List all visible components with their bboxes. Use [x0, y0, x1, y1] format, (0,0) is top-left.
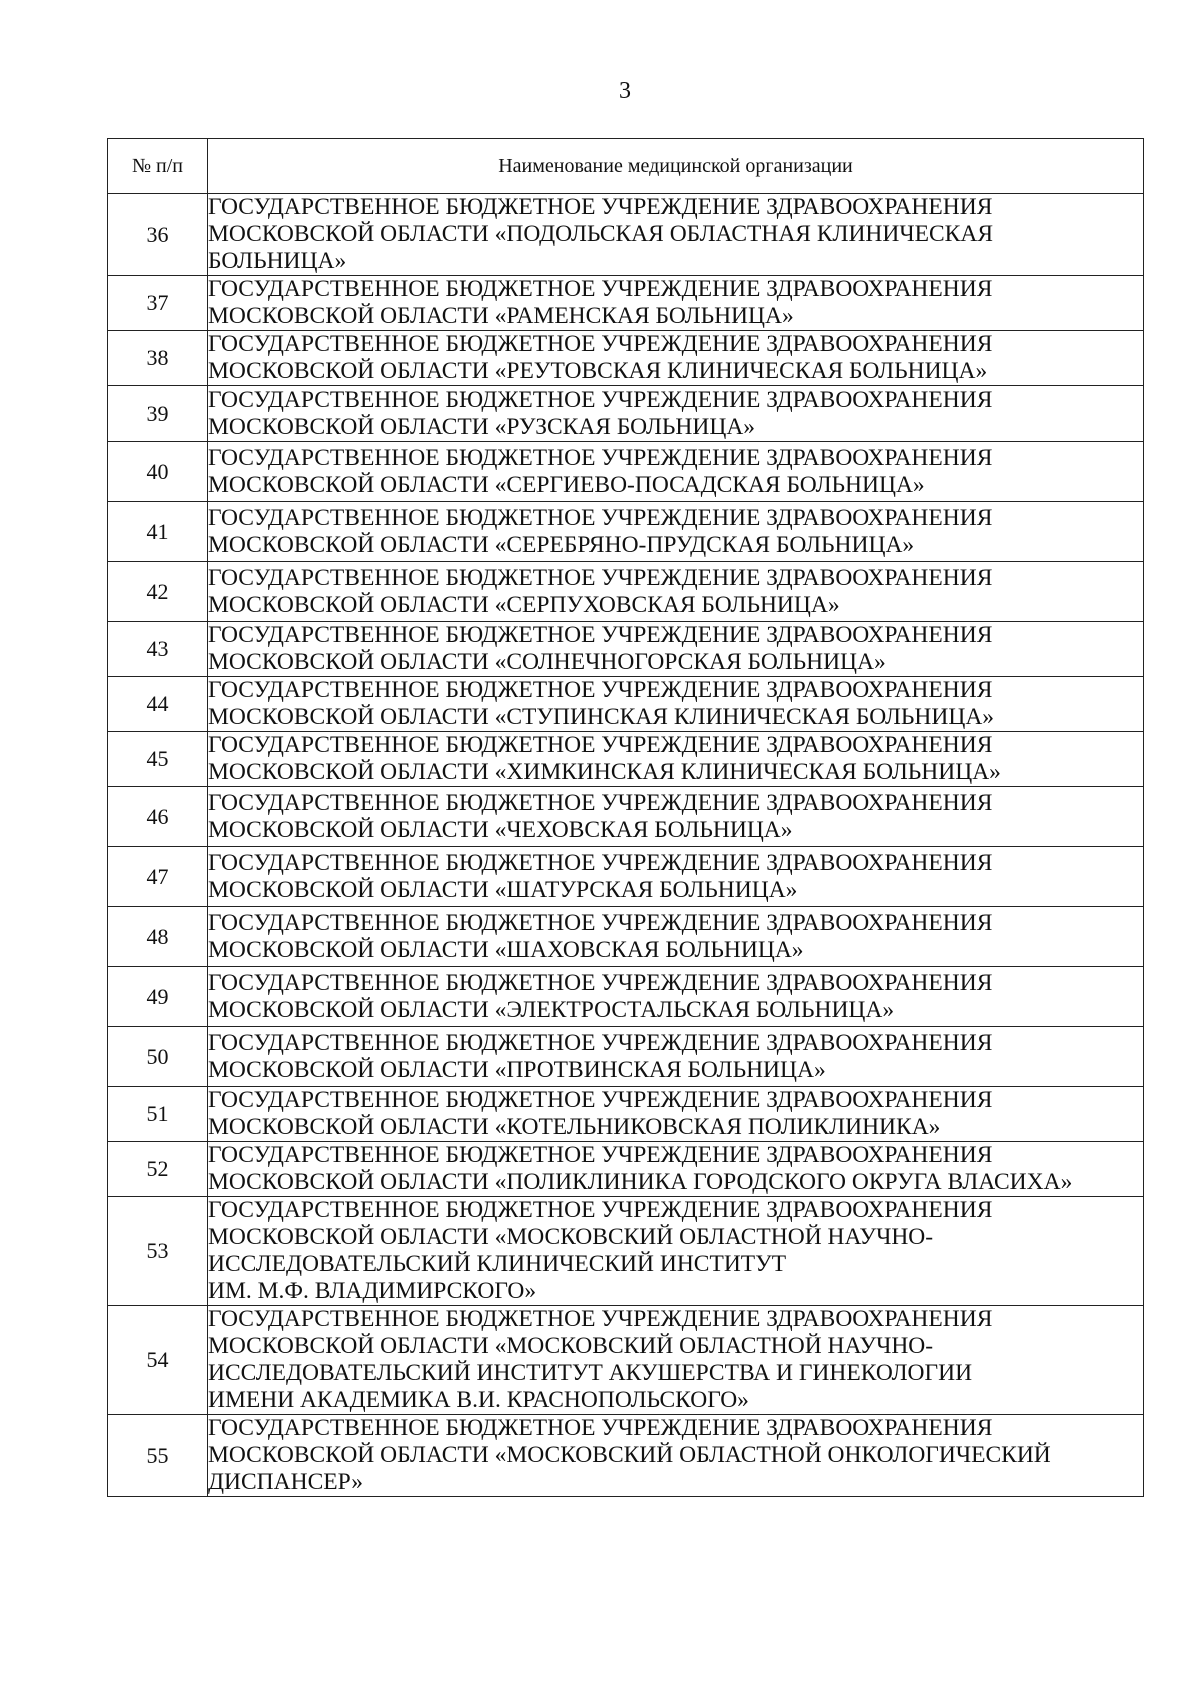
- row-number: 54: [108, 1306, 208, 1415]
- row-number: 44: [108, 677, 208, 732]
- organization-name: ГОСУДАРСТВЕННОЕ БЮДЖЕТНОЕ УЧРЕЖДЕНИЕ ЗДРАВООХРАНЕНИЯ МОСКОВСКОЙ ОБЛАСТИ «СЕРПУХОВСКАЯ БОЛЬНИЦА»: [208, 562, 1144, 622]
- row-number: 52: [108, 1142, 208, 1197]
- table-row: [108, 194, 1144, 276]
- column-header-name: Наименование медицинской организации: [208, 139, 1144, 194]
- column-header-number: № п/п: [108, 139, 208, 194]
- organization-name: ГОСУДАРСТВЕННОЕ БЮДЖЕТНОЕ УЧРЕЖДЕНИЕ ЗДРАВООХРАНЕНИЯ МОСКОВСКОЙ ОБЛАСТИ «ШАТУРСКАЯ БОЛЬНИЦА»: [208, 847, 1144, 907]
- row-number: 37: [108, 276, 208, 331]
- table-row: [108, 907, 1144, 967]
- table-row: [108, 732, 1144, 787]
- table-row: [108, 967, 1144, 1027]
- table-row: [108, 276, 1144, 331]
- organization-name: ГОСУДАРСТВЕННОЕ БЮДЖЕТНОЕ УЧРЕЖДЕНИЕ ЗДРАВООХРАНЕНИЯ МОСКОВСКОЙ ОБЛАСТИ «ШАХОВСКАЯ БОЛЬНИЦА»: [208, 907, 1144, 967]
- table-row: [108, 1415, 1144, 1497]
- row-number: 38: [108, 331, 208, 386]
- row-number: 36: [108, 194, 208, 276]
- organization-name: ГОСУДАРСТВЕННОЕ БЮДЖЕТНОЕ УЧРЕЖДЕНИЕ ЗДРАВООХРАНЕНИЯ МОСКОВСКОЙ ОБЛАСТИ «МОСКОВСКИЙ ОБЛАСТНОЙ ОНКОЛОГИЧЕСКИЙ ДИСПАНСЕР»: [208, 1415, 1144, 1497]
- table-row: [108, 847, 1144, 907]
- table-row: [108, 1197, 1144, 1306]
- table-row: [108, 331, 1144, 386]
- table-body: [108, 194, 1144, 1497]
- table-row: [108, 787, 1144, 847]
- table-row: [108, 442, 1144, 502]
- organization-name: ГОСУДАРСТВЕННОЕ БЮДЖЕТНОЕ УЧРЕЖДЕНИЕ ЗДРАВООХРАНЕНИЯ МОСКОВСКОЙ ОБЛАСТИ «РУЗСКАЯ БОЛЬНИЦА»: [208, 386, 1144, 442]
- organization-name: ГОСУДАРСТВЕННОЕ БЮДЖЕТНОЕ УЧРЕЖДЕНИЕ ЗДРАВООХРАНЕНИЯ МОСКОВСКОЙ ОБЛАСТИ «ЭЛЕКТРОСТАЛЬСКАЯ БОЛЬНИЦА»: [208, 967, 1144, 1027]
- row-number: 41: [108, 502, 208, 562]
- organization-name: ГОСУДАРСТВЕННОЕ БЮДЖЕТНОЕ УЧРЕЖДЕНИЕ ЗДРАВООХРАНЕНИЯ МОСКОВСКОЙ ОБЛАСТИ «СЕРЕБРЯНО-ПРУДСКАЯ БОЛЬНИЦА»: [208, 502, 1144, 562]
- row-number: 45: [108, 732, 208, 787]
- organization-name: ГОСУДАРСТВЕННОЕ БЮДЖЕТНОЕ УЧРЕЖДЕНИЕ ЗДРАВООХРАНЕНИЯ МОСКОВСКОЙ ОБЛАСТИ «ЧЕХОВСКАЯ БОЛЬНИЦА»: [208, 787, 1144, 847]
- organizations-table: [107, 138, 1144, 1497]
- row-number: 39: [108, 386, 208, 442]
- row-number: 50: [108, 1027, 208, 1087]
- organization-name: ГОСУДАРСТВЕННОЕ БЮДЖЕТНОЕ УЧРЕЖДЕНИЕ ЗДРАВООХРАНЕНИЯ МОСКОВСКОЙ ОБЛАСТИ «СЕРГИЕВО-ПОСАДСКАЯ БОЛЬНИЦА»: [208, 442, 1144, 502]
- page-number: 3: [619, 78, 631, 104]
- organization-name: ГОСУДАРСТВЕННОЕ БЮДЖЕТНОЕ УЧРЕЖДЕНИЕ ЗДРАВООХРАНЕНИЯ МОСКОВСКОЙ ОБЛАСТИ «РЕУТОВСКАЯ КЛИНИЧЕСКАЯ БОЛЬНИЦА»: [208, 331, 1144, 386]
- row-number: 48: [108, 907, 208, 967]
- row-number: 42: [108, 562, 208, 622]
- table-row: [108, 1306, 1144, 1415]
- table-row: [108, 1087, 1144, 1142]
- table-row: [108, 562, 1144, 622]
- organization-name: ГОСУДАРСТВЕННОЕ БЮДЖЕТНОЕ УЧРЕЖДЕНИЕ ЗДРАВООХРАНЕНИЯ МОСКОВСКОЙ ОБЛАСТИ «ХИМКИНСКАЯ КЛИНИЧЕСКАЯ БОЛЬНИЦА»: [208, 732, 1144, 787]
- organization-name: ГОСУДАРСТВЕННОЕ БЮДЖЕТНОЕ УЧРЕЖДЕНИЕ ЗДРАВООХРАНЕНИЯ МОСКОВСКОЙ ОБЛАСТИ «ПОЛИКЛИНИКА ГОРОДСКОГО ОКРУГА ВЛАСИХА»: [208, 1142, 1144, 1197]
- table-row: [108, 1142, 1144, 1197]
- organization-name: ГОСУДАРСТВЕННОЕ БЮДЖЕТНОЕ УЧРЕЖДЕНИЕ ЗДРАВООХРАНЕНИЯ МОСКОВСКОЙ ОБЛАСТИ «КОТЕЛЬНИКОВСКАЯ ПОЛИКЛИНИКА»: [208, 1087, 1144, 1142]
- row-number: 46: [108, 787, 208, 847]
- row-number: 40: [108, 442, 208, 502]
- row-number: 43: [108, 622, 208, 677]
- row-number: 49: [108, 967, 208, 1027]
- table-row: [108, 677, 1144, 732]
- organization-name: ГОСУДАРСТВЕННОЕ БЮДЖЕТНОЕ УЧРЕЖДЕНИЕ ЗДРАВООХРАНЕНИЯ МОСКОВСКОЙ ОБЛАСТИ «ПОДОЛЬСКАЯ ОБЛАСТНАЯ КЛИНИЧЕСКАЯ БОЛЬНИЦА»: [208, 194, 1144, 276]
- table-row: [108, 1027, 1144, 1087]
- table-row: [108, 622, 1144, 677]
- organization-name: ГОСУДАРСТВЕННОЕ БЮДЖЕТНОЕ УЧРЕЖДЕНИЕ ЗДРАВООХРАНЕНИЯ МОСКОВСКОЙ ОБЛАСТИ «СТУПИНСКАЯ КЛИНИЧЕСКАЯ БОЛЬНИЦА»: [208, 677, 1144, 732]
- row-number: 51: [108, 1087, 208, 1142]
- organization-name: ГОСУДАРСТВЕННОЕ БЮДЖЕТНОЕ УЧРЕЖДЕНИЕ ЗДРАВООХРАНЕНИЯ МОСКОВСКОЙ ОБЛАСТИ «МОСКОВСКИЙ ОБЛАСТНОЙ НАУЧНО- ИССЛЕДОВАТЕЛЬСКИЙ КЛИНИЧЕСКИЙ ИНСТИТУТ ИМ. М.Ф. ВЛАДИМИРСКОГО»: [208, 1197, 1144, 1306]
- table-header-row: [108, 139, 1144, 194]
- row-number: 53: [108, 1197, 208, 1306]
- table-row: [108, 502, 1144, 562]
- row-number: 47: [108, 847, 208, 907]
- organization-name: ГОСУДАРСТВЕННОЕ БЮДЖЕТНОЕ УЧРЕЖДЕНИЕ ЗДРАВООХРАНЕНИЯ МОСКОВСКОЙ ОБЛАСТИ «РАМЕНСКАЯ БОЛЬНИЦА»: [208, 276, 1144, 331]
- row-number: 55: [108, 1415, 208, 1497]
- organization-name: ГОСУДАРСТВЕННОЕ БЮДЖЕТНОЕ УЧРЕЖДЕНИЕ ЗДРАВООХРАНЕНИЯ МОСКОВСКОЙ ОБЛАСТИ «МОСКОВСКИЙ ОБЛАСТНОЙ НАУЧНО- ИССЛЕДОВАТЕЛЬСКИЙ ИНСТИТУТ АКУШЕРСТВА И ГИНЕКОЛОГИИ ИМЕНИ АКАДЕМИКА В.И. КРАСНОПОЛЬСКОГО»: [208, 1306, 1144, 1415]
- organization-name: ГОСУДАРСТВЕННОЕ БЮДЖЕТНОЕ УЧРЕЖДЕНИЕ ЗДРАВООХРАНЕНИЯ МОСКОВСКОЙ ОБЛАСТИ «СОЛНЕЧНОГОРСКАЯ БОЛЬНИЦА»: [208, 622, 1144, 677]
- organization-name: ГОСУДАРСТВЕННОЕ БЮДЖЕТНОЕ УЧРЕЖДЕНИЕ ЗДРАВООХРАНЕНИЯ МОСКОВСКОЙ ОБЛАСТИ «ПРОТВИНСКАЯ БОЛЬНИЦА»: [208, 1027, 1144, 1087]
- table-row: [108, 386, 1144, 442]
